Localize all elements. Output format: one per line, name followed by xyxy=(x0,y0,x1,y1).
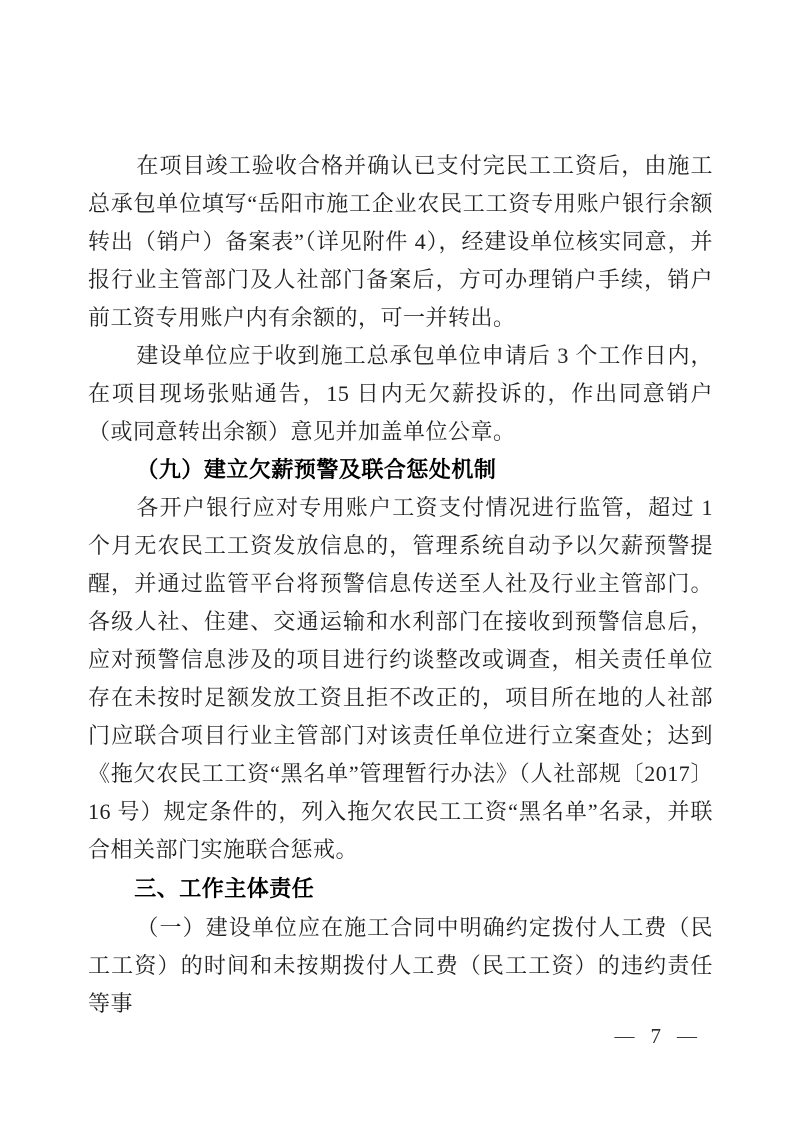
paragraph-account-closure: 在项目竣工验收合格并确认已支付完民工工资后，由施工总承包单位填写“岳阳市施工企业农民工工资专用账户银行余额转出（销户）备案表”（详见附件 4），经建设单位核实同意，并报行业主管部门及人社部门备案后，方可办理销户手续，销户前工资专用账户内有余额的，可一并转出。 xyxy=(88,153,713,330)
paragraph-owner-responsibility: （一）建设单位应在施工合同中明确约定拨付人工费（民工工资）的时间和未按期拨付人工费（民工工资）的违约责任等事 xyxy=(88,915,713,1016)
page-number: 7 xyxy=(650,1024,661,1048)
page-footer xyxy=(615,1024,698,1049)
paragraph-closure-notice: 建设单位应于收到施工总承包单位申请后 3 个工作日内，在项目现场张贴通告，15 日内无欠薪投诉的，作出同意销户（或同意转出余额）意见并加盖单位公章。 xyxy=(88,343,713,444)
document-body xyxy=(88,147,713,1023)
footer-dash-right: — xyxy=(677,1025,697,1047)
footer-dash-left: — xyxy=(614,1025,635,1047)
heading-section-nine: （九）建立欠薪预警及联合惩处机制 xyxy=(136,457,497,482)
paragraph-warning-mechanism: 各开户银行应对专用账户工资支付情况进行监管，超过 1 个月无农民工工资发放信息的，管理系统自动予以欠薪预警提醒，并通过监管平台将预警信息传送至人社及行业主管部门。各级人社、住建、交通运输和水利部门在接收到预警信息后，应对预警信息涉及的项目进行约谈整改或调查，相关责任单位存在未按时足额发放工资且拒不改正的，项目所在地的人社部门应联合项目行业主管部门对该责任单位进行立案查处；达到《拖欠农民工工资“黑名单”管理暂行办法》（人社部规〔2017〕16 号）规定条件的，列入拖欠农民工工资“黑名单”名录，并联合相关部门实施联合惩戒。 xyxy=(88,495,713,862)
heading-part-three: 三、工作主体责任 xyxy=(134,876,315,901)
